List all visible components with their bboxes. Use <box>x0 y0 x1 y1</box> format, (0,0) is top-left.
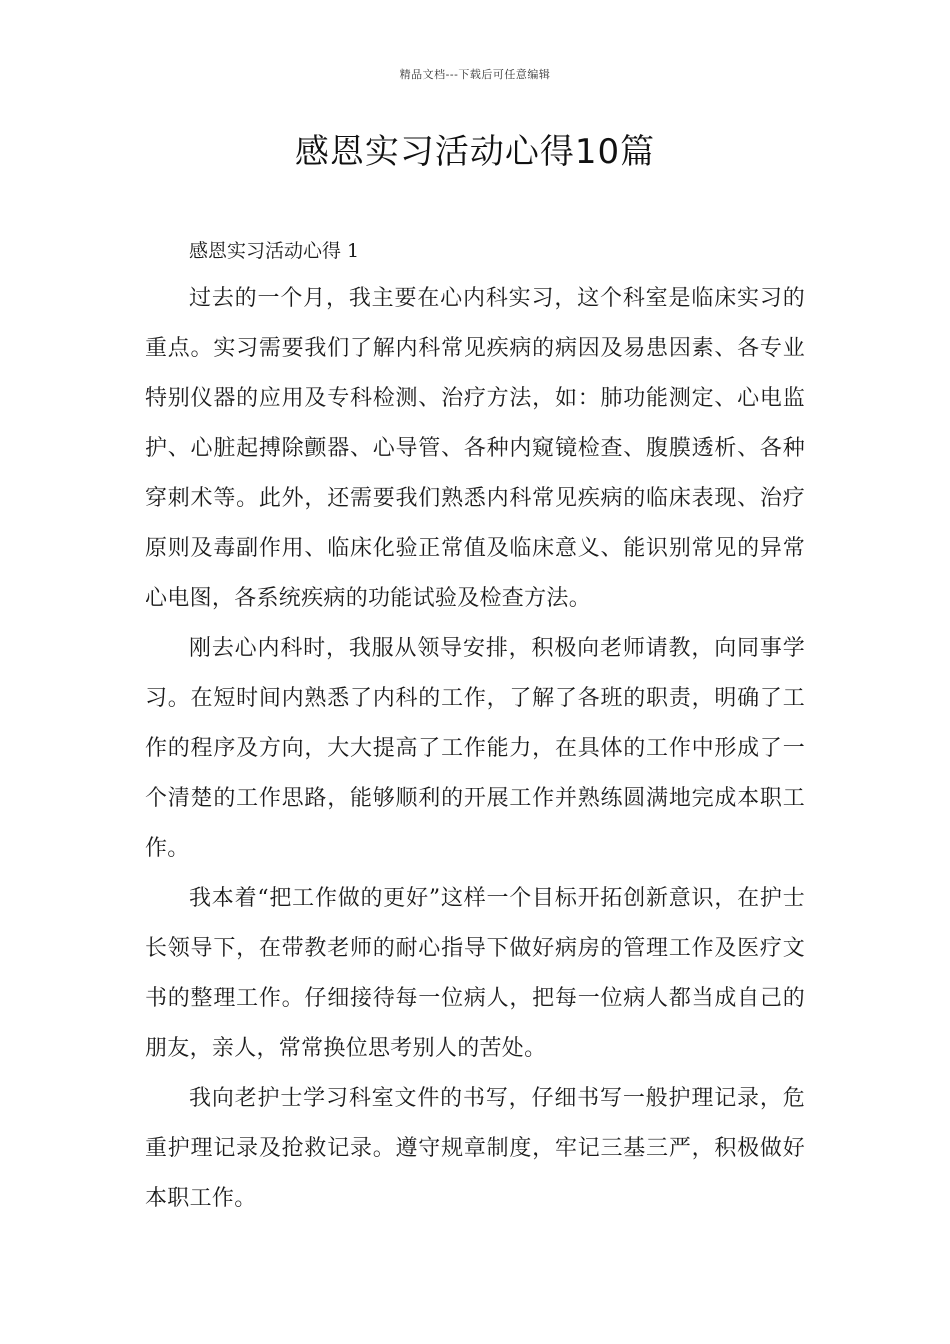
paragraph-4: 我向老护士学习科室文件的书写，仔细书写一般护理记录，危重护理记录及抢救记录。遵守规章制度，牢记三基三严，积极做好本职工作。 <box>145 1086 805 1211</box>
document-body <box>145 228 805 1224</box>
paragraph-3: 我本着“把工作做的更好”这样一个目标开拓创新意识，在护士长领导下，在带教老师的耐心指导下做好病房的管理工作及医疗文书的整理工作。仔细接待每一位病人，把每一位病人都当成自己的朋友，亲人，常常换位思考别人的苦处。 <box>145 886 805 1061</box>
paragraph-1: 过去的一个月，我主要在心内科实习，这个科室是临床实习的重点。实习需要我们了解内科常见疾病的病因及易患因素、各专业特别仪器的应用及专科检测、治疗方法，如：肺功能测定、心电监护、心脏起搏除颤器、心导管、各种内窥镜检查、腹膜透析、各种穿刺术等。此外，还需要我们熟悉内科常见疾病的临床表现、治疗原则及毒副作用、临床化验正常值及临床意义、能识别常见的异常心电图，各系统疾病的功能试验及检查方法。 <box>145 286 805 611</box>
section-heading: 感恩实习活动心得 1 <box>189 240 360 262</box>
paragraph-2: 刚去心内科时，我服从领导安排，积极向老师请教，向同事学习。在短时间内熟悉了内科的工作，了解了各班的职责，明确了工作的程序及方向，大大提高了工作能力，在具体的工作中形成了一个清楚的工作思路，能够顺利的开展工作并熟练圆满地完成本职工作。 <box>145 636 805 861</box>
document-title: 感恩实习活动心得10篇 <box>294 132 656 172</box>
header-note: 精品文档---下载后可任意编辑 <box>399 68 551 81</box>
